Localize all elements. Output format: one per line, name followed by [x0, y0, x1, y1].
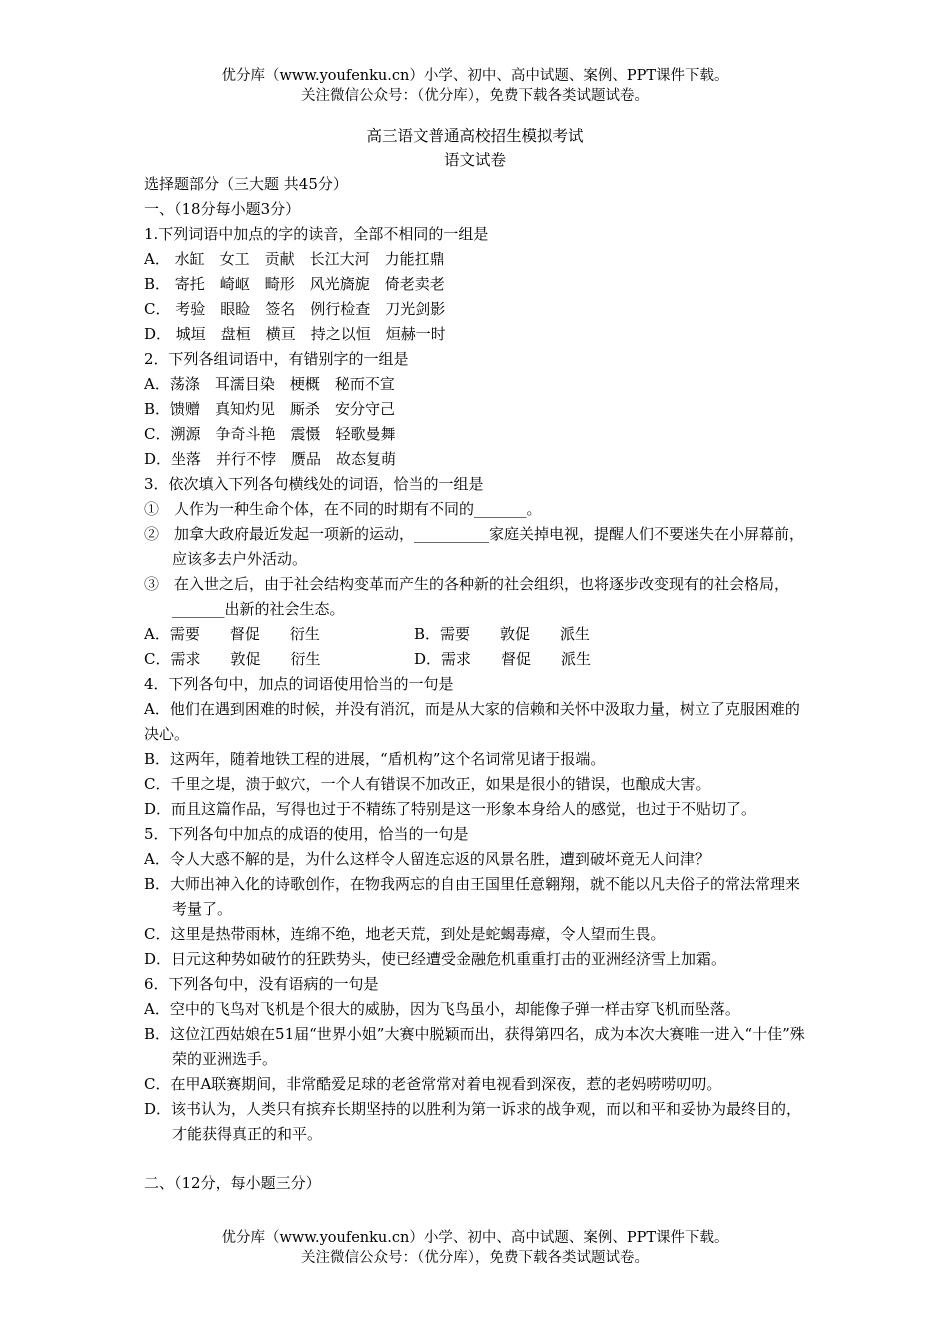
q6-option-a: A．空中的飞鸟对飞机是个很大的威胁，因为飞鸟虽小，却能像子弹一样击穿飞机而坠落。: [144, 1000, 740, 1018]
q5-option-d: D．日元这种势如破竹的狂跌势头，使已经遭受金融危机重重打击的亚洲经济雪上加霜。: [144, 950, 727, 968]
q1-option-c: C． 考验 眼睑 签名 例行检查 刀光剑影: [144, 300, 446, 318]
q6-option-c: C．在甲A联赛期间，非常酷爱足球的老爸常常对着电视看到深夜，惹的老妈唠唠叨叨。: [144, 1075, 722, 1093]
q3-option-d: D．需求 督促 派生: [414, 650, 592, 668]
q3-options-row-1: [144, 622, 814, 647]
q6-option-d: D．该书认为，人类只有摈弃长期坚持的以胜利为第一诉求的战争观，而以和平和妥协为最终目的，才能获得真正的和平。: [144, 1100, 802, 1143]
part1-heading: 一、（18分每小题3分）: [144, 200, 301, 218]
q3-options-row-2: [144, 647, 814, 672]
q3-sentence-2: ② 加拿大政府最近发起一项新的运动，__________家庭关掉电视，提醒人们不要迷失在小屏幕前，应该多去户外活动。: [144, 525, 805, 568]
q2-option-b: B．馈赠 真知灼见 厮杀 安分守己: [144, 400, 396, 418]
page-header: [0, 66, 950, 106]
footer-line-2: 关注微信公众号：（优分库），免费下载各类试题试卷。: [301, 1250, 649, 1266]
q1-option-d: D． 城垣 盘桓 横亘 持之以恒 烜赫一时: [144, 325, 446, 343]
q6-stem: 6．下列各句中，没有语病的一句是: [144, 975, 379, 993]
q5-stem: 5．下列各句中加点的成语的使用，恰当的一句是: [144, 825, 469, 843]
title-main: 高三语文普通高校招生模拟考试: [366, 127, 584, 145]
q3-option-b: B．需要 敦促 派生: [414, 625, 591, 643]
q5-option-b: B．大师出神入化的诗歌创作，在物我两忘的自由王国里任意翱翔，就不能以凡夫俗子的常法常理来考量了。: [144, 875, 801, 918]
page-footer: [0, 1228, 950, 1268]
q2-option-d: D．坐落 并行不悖 赝品 故态复萌: [144, 450, 397, 468]
q4-option-a: A．他们在遇到困难的时候，并没有消沉，而是从大家的信赖和关怀中汲取力量，树立了克服困难的决心。: [144, 700, 800, 743]
q2-option-c: C．溯源 争奇斗艳 震慑 轻歌曼舞: [144, 425, 396, 443]
footer-line-1: 优分库（www.youfenku.cn）小学、初中、高中试题、案例、PPT课件下载。: [221, 1230, 729, 1246]
q2-stem: 2．下列各组词语中，有错别字的一组是: [144, 350, 409, 368]
q4-option-c: C．千里之堤，溃于蚁穴，一个人有错误不加改正，如果是很小的错误，也酿成大害。: [144, 775, 711, 793]
q1-stem: 1.下列词语中加点的字的读音，全部不相同的一组是: [144, 225, 489, 243]
q3-option-c: C．需求 敦促 衍生: [144, 650, 321, 668]
q2-option-a: A．荡涤 耳濡目染 梗概 秘而不宣: [144, 375, 395, 393]
title-sub: 语文试卷: [443, 151, 506, 169]
q4-option-b: B．这两年，随着地铁工程的进展，“盾机构”这个名词常见诸于报端。: [144, 750, 606, 768]
q1-option-b: B． 寄托 崎岖 畸形 风光旖旎 倚老卖老: [144, 275, 445, 293]
q3-sentence-1: ① 人作为一种生命个体，在不同的时期有不同的_______。: [144, 500, 542, 518]
section-intro: 选择题部分（三大题 共45分）: [144, 175, 348, 193]
header-line-1: 优分库（www.youfenku.cn）小学、初中、高中试题、案例、PPT课件下载。: [221, 68, 729, 84]
document-title: [0, 124, 950, 172]
q5-option-a: A．令人大惑不解的是，为什么这样令人留连忘返的风景名胜，遭到破坏竟无人问津？: [144, 850, 710, 868]
exam-body: [144, 172, 814, 1196]
q4-stem: 4．下列各句中，加点的词语使用恰当的一句是: [144, 675, 454, 693]
q5-option-c: C．这里是热带雨林，连绵不绝，地老天荒，到处是蛇蝎毒瘴，令人望而生畏。: [144, 925, 666, 943]
header-line-2: 关注微信公众号：（优分库），免费下载各类试题试卷。: [301, 88, 649, 104]
q3-sentence-3: ③ 在入世之后，由于社会结构变革而产生的各种新的社会组织，也将逐步改变现有的社会格局，_______出新的社会生态。: [144, 575, 790, 618]
q3-stem: 3．依次填入下列各句横线处的词语，恰当的一组是: [144, 475, 484, 493]
q4-option-d: D．而且这篇作品，写得也过于不精练了特别是这一形象本身给人的感觉，也过于不贴切了。: [144, 800, 757, 818]
q3-option-a: A．需要 督促 衍生: [144, 625, 320, 643]
q1-option-a: A． 水缸 女工 贡献 长江大河 力能扛鼎: [144, 250, 445, 268]
part2-heading: 二、（12分，每小题三分）: [144, 1174, 321, 1192]
q6-option-b: B．这位江西姑娘在51届“世界小姐”大赛中脱颖而出，获得第四名，成为本次大赛唯一进入“十佳”殊荣的亚洲选手。: [144, 1025, 805, 1068]
